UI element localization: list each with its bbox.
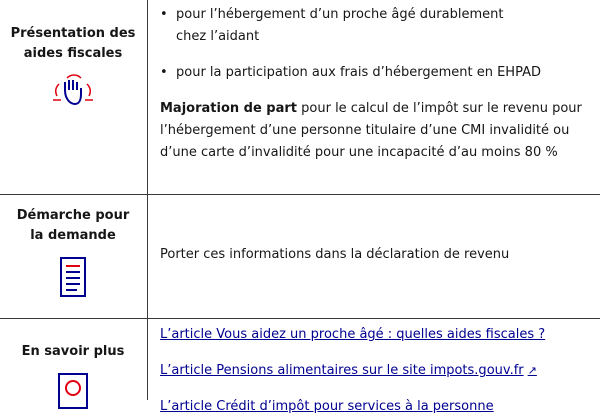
row-content-aides-fiscales [160, 4, 590, 164]
link-text: L’article Pensions alimentaires sur le site impots.gouv.fr [160, 363, 524, 378]
row-label: En savoir plus [21, 344, 125, 359]
majoration-text: pour le calcul de l’impôt sur le revenu pour l’hébergement d’une personne titulaire d’une CMI invalidité ou d’une carte d’invalidité pour une incapacité d’au moins 80 % [160, 101, 582, 160]
demarche-text: Porter ces informations dans la déclaration de revenu [160, 247, 510, 262]
column-divider [147, 0, 148, 400]
document-icon [53, 254, 93, 309]
bullet-item: • pour la participation aux frais d’hébergement en EHPAD [160, 62, 590, 84]
row-divider [0, 318, 600, 319]
row-label: Démarche pour la demande [16, 208, 130, 243]
bullet-continuation: chez l’aidant [176, 29, 260, 44]
bullet-item: • pour l’hébergement d’un proche âgé durablement [160, 4, 590, 26]
row-label: Présentation des aides fiscales [10, 26, 136, 61]
link-credit-impot[interactable]: L’article Crédit d’impôt pour services à la personne [160, 399, 494, 414]
hand-icon [47, 70, 99, 115]
majoration-paragraph [160, 98, 590, 164]
row-header-demarche [0, 206, 146, 309]
external-link-icon: ↗ [527, 364, 537, 377]
link-pensions-alimentaires[interactable] [160, 360, 590, 382]
row-content-en-savoir-plus [160, 324, 590, 418]
row-header-en-savoir-plus [0, 342, 146, 417]
row-divider [0, 194, 600, 195]
certificate-icon [53, 370, 93, 417]
row-header-aides-fiscales [0, 24, 146, 115]
majoration-bold: Majoration de part [160, 101, 298, 116]
row-content-demarche [160, 244, 590, 266]
link-aides-fiscales[interactable]: L’article Vous aidez un proche âgé : quelles aides fiscales ? [160, 327, 546, 342]
